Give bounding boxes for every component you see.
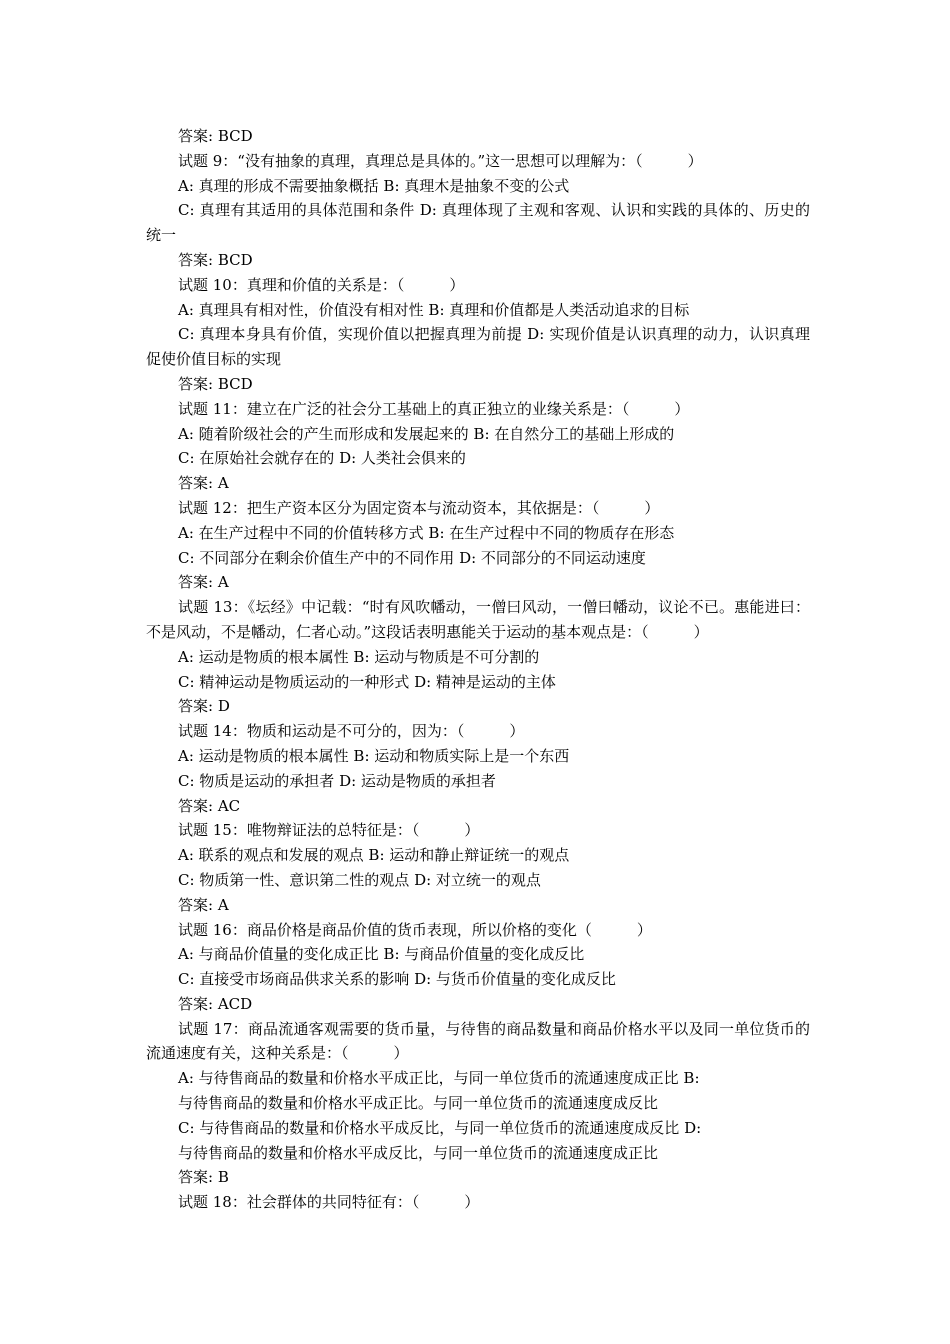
question-line: 试题 14：物质和运动是不可分的，因为：（ ） <box>178 722 525 741</box>
option-line: C: 物质是运动的承担者 D: 运动是物质的承担者 <box>178 771 496 790</box>
answer-line: 答案: A <box>178 895 229 914</box>
answer-line: 答案: ACD <box>178 994 253 1013</box>
answer-line: 答案: D <box>178 697 230 716</box>
answer-line: 答案: BCD <box>178 374 253 393</box>
option-line: A: 在生产过程中不同的价值转移方式 B: 在生产过程中不同的物质存在形态 <box>178 523 675 542</box>
question-line: 试题 16：商品价格是商品价值的货币表现，所以价格的变化（ ） <box>178 920 652 939</box>
option-line: C: 直接受市场商品供求关系的影响 D: 与货币价值量的变化成反比 <box>178 970 616 989</box>
question-line: 试题 17：商品流通客观需要的货币量，与待售的商品数量和商品价格水平以及同一单位货币的流通速度有关，这种关系是：（ ） <box>146 1019 810 1063</box>
question-line: 试题 18：社会群体的共同特征有：（ ） <box>178 1193 480 1212</box>
answer-line: 答案: AC <box>178 796 241 815</box>
option-line: C: 与待售商品的数量和价格水平成反比，与同一单位货币的流通速度成反比 D: <box>178 1118 702 1137</box>
option-line: 与待售商品的数量和价格水平成正比。与同一单位货币的流通速度成反比 <box>178 1094 659 1113</box>
question-line: 试题 13：《坛经》中记载：“时有风吹幡动，一僧曰风动，一僧曰幡动，议论不已。惠能进曰：不是风动，不是幡动，仁者心动。”这段话表明惠能关于运动的基本观点是：（ ） <box>146 598 810 641</box>
answer-line: 答案: BCD <box>178 250 253 269</box>
option-line: A: 运动是物质的根本属性 B: 运动与物质是不可分割的 <box>178 647 540 666</box>
question-line: 试题 11：建立在广泛的社会分工基础上的真正独立的业缘关系是：（ ） <box>178 399 690 418</box>
option-line: A: 与商品价值量的变化成正比 B: 与商品价值量的变化成反比 <box>178 945 585 964</box>
answer-line: 答案: B <box>178 1168 229 1187</box>
answer-line: 答案: BCD <box>178 127 253 145</box>
option-line: C: 真理有其适用的具体范围和条件 D: 真理体现了主观和客观、认识和实践的具体的、历史的统一 <box>146 201 810 245</box>
option-line: C: 不同部分在剩余价值生产中的不同作用 D: 不同部分的不同运动速度 <box>178 548 646 567</box>
option-line: A: 随着阶级社会的产生而形成和发展起来的 B: 在自然分工的基础上形成的 <box>178 424 675 443</box>
option-line: C: 真理本身具有价值，实现价值以把握真理为前提 D: 实现价值是认识真理的动力，认识真理促使价值目标的实现 <box>146 325 810 369</box>
option-line: C: 物质第一性、意识第二性的观点 D: 对立统一的观点 <box>178 870 541 889</box>
option-line: C: 精神运动是物质运动的一种形式 D: 精神是运动的主体 <box>178 672 556 691</box>
answer-line: 答案: A <box>178 573 229 592</box>
question-line: 试题 12：把生产资本区分为固定资本与流动资本，其依据是：（ ） <box>178 498 660 517</box>
option-line: C: 在原始社会就存在的 D: 人类社会俱来的 <box>178 449 466 468</box>
option-line: 与待售商品的数量和价格水平成反比，与同一单位货币的流通速度成正比 <box>178 1143 659 1162</box>
question-line: 试题 10：真理和价值的关系是：（ ） <box>178 275 465 294</box>
question-line: 试题 9：“没有抽象的真理，真理总是具体的。”这一思想可以理解为：（ ） <box>178 151 703 170</box>
option-line: A: 联系的观点和发展的观点 B: 运动和静止辩证统一的观点 <box>178 846 570 865</box>
option-line: A: 真理具有相对性，价值没有相对性 B: 真理和价值都是人类活动追求的目标 <box>178 300 690 319</box>
question-line: 试题 15：唯物辩证法的总特征是：（ ） <box>178 821 480 840</box>
option-line: A: 与待售商品的数量和价格水平成正比，与同一单位货币的流通速度成正比 B: <box>178 1069 700 1088</box>
option-line: A: 真理的形成不需要抽象概括 B: 真理木是抽象不变的公式 <box>178 176 570 195</box>
document-body <box>146 124 810 1215</box>
option-line: A: 运动是物质的根本属性 B: 运动和物质实际上是一个东西 <box>178 746 570 765</box>
answer-line: 答案: A <box>178 474 229 493</box>
